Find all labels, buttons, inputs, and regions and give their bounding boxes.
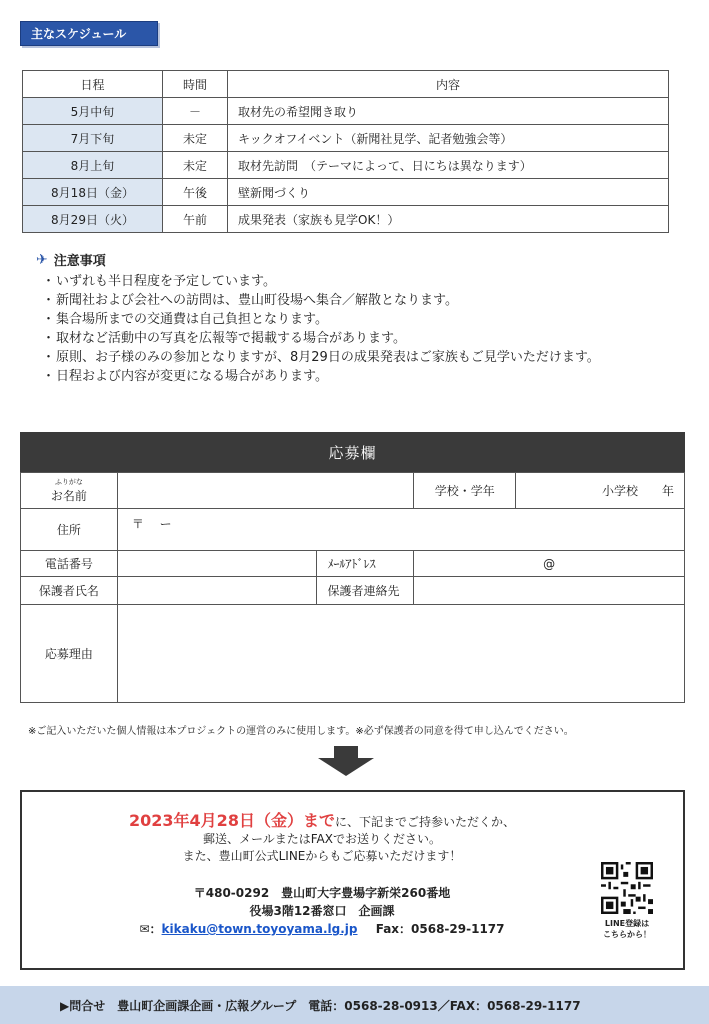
name-label-cell: [21, 473, 118, 509]
footer-contact: ▶問合せ 豊山町企画課企画・広報グループ 電話：0568-28-0913／FAX：0568-29-1177: [0, 986, 709, 1024]
submission-line1: に、下記までご持参いただくか、: [334, 815, 515, 829]
school-label: 学校・学年: [414, 473, 516, 509]
schedule-time: 未定: [163, 125, 228, 152]
schedule-content: 取材先の希望聞き取り: [228, 98, 669, 125]
guardian-name-label: 保護者氏名: [21, 577, 118, 605]
mail-icon: ✉：: [139, 922, 162, 936]
qr-code-icon[interactable]: [601, 862, 653, 914]
name-label: お名前: [50, 488, 87, 503]
qr-label: [587, 918, 667, 940]
furigana-label: ふりがな: [54, 477, 83, 486]
schedule-time: 午後: [163, 179, 228, 206]
schedule-content: 取材先訪問 （テーマによって、日にちは異なります）: [228, 152, 669, 179]
schedule-date: 8月29日（火）: [23, 206, 163, 233]
list-item: ・ いずれも半日程度を予定しています。: [44, 272, 674, 291]
notes-heading: [36, 250, 106, 269]
phone-field[interactable]: [117, 551, 317, 577]
reason-field[interactable]: [117, 605, 684, 703]
qr-label-line1: LINE登録は: [604, 919, 650, 928]
list-item: ・ 日程および内容が変更になる場合があります。: [44, 367, 674, 386]
office-address: [22, 884, 622, 920]
address-label: 住所: [21, 509, 118, 551]
reason-label: 応募理由: [21, 605, 118, 703]
privacy-note: ※ご記入いただいた個人情報は本プロジェクトの運営のみに使用します。※必ず保護者の同意を得て申し込んでください。: [28, 726, 574, 737]
down-arrow-icon: [316, 746, 376, 776]
header-date: 日程: [23, 71, 163, 98]
list-item: ・ 集合場所までの交通費は自己負担となります。: [44, 310, 674, 329]
address-field[interactable]: 〒 ー: [117, 509, 684, 551]
form-title: 応募欄: [20, 432, 685, 472]
table-row: [23, 152, 669, 179]
schedule-title: 主なスケジュール: [20, 21, 158, 46]
phone-label: 電話番号: [21, 551, 118, 577]
submission-line2: 郵送、メールまたはFAXでお送りください。: [203, 832, 441, 846]
qr-label-line2: こちらから！: [603, 930, 651, 939]
application-form: [20, 472, 685, 703]
table-row: [23, 206, 669, 233]
schedule-content: 壁新聞づくり: [228, 179, 669, 206]
header-time: 時間: [163, 71, 228, 98]
list-item: ・ 新聞社および会社への訪問は、豊山町役場へ集合／解散となります。: [44, 291, 674, 310]
submission-box: [20, 790, 685, 970]
schedule-header-row: [23, 71, 669, 98]
schedule-content: 成果発表（家族も見学OK！）: [228, 206, 669, 233]
address-line-2: 役場3階12番窓口 企画課: [249, 904, 395, 918]
notes-title: 注意事項: [53, 254, 106, 269]
schedule-time: －: [163, 98, 228, 125]
table-row: [23, 125, 669, 152]
address-line-1: 〒480-0292 豊山町大字豊場字新栄260番地: [193, 886, 451, 900]
schedule-time: 午前: [163, 206, 228, 233]
guardian-contact-field[interactable]: [414, 577, 685, 605]
table-row: [23, 98, 669, 125]
notes-list: [44, 272, 674, 386]
schedule-date: 8月18日（金）: [23, 179, 163, 206]
schedule-time: 未定: [163, 152, 228, 179]
list-item: ・ 取材など活動中の写真を広報等で掲載する場合があります。: [44, 329, 674, 348]
deadline: 2023年4月28日（金）まで: [129, 811, 335, 830]
schedule-date: 8月上旬: [23, 152, 163, 179]
contact-line: [22, 920, 622, 937]
email-link[interactable]: kikaku@town.toyoyama.lg.jp: [161, 922, 358, 936]
email-label: ﾒｰﾙｱﾄﾞﾚｽ: [317, 551, 414, 577]
list-item: ・ 原則、お子様のみの参加となりますが、8月29日の成果発表はご家族もご見学いただけます。: [44, 348, 674, 367]
submission-text: [22, 812, 622, 865]
guardian-contact-label: 保護者連絡先: [317, 577, 414, 605]
school-field[interactable]: 小学校 年: [516, 473, 685, 509]
name-field[interactable]: [117, 473, 413, 509]
submission-line3: また、豊山町公式LINEからもご応募いただけます！: [182, 849, 462, 863]
header-content: 内容: [228, 71, 669, 98]
schedule-date: 5月中旬: [23, 98, 163, 125]
schedule-content: キックオフイベント（新聞社見学、記者勉強会等）: [228, 125, 669, 152]
schedule-table: [22, 70, 669, 233]
guardian-name-field[interactable]: [117, 577, 317, 605]
fax-number: Fax：0568-29-1177: [375, 922, 505, 936]
schedule-date: 7月下旬: [23, 125, 163, 152]
table-row: [23, 179, 669, 206]
email-field[interactable]: @: [414, 551, 685, 577]
airplane-icon: ✈: [36, 251, 48, 268]
